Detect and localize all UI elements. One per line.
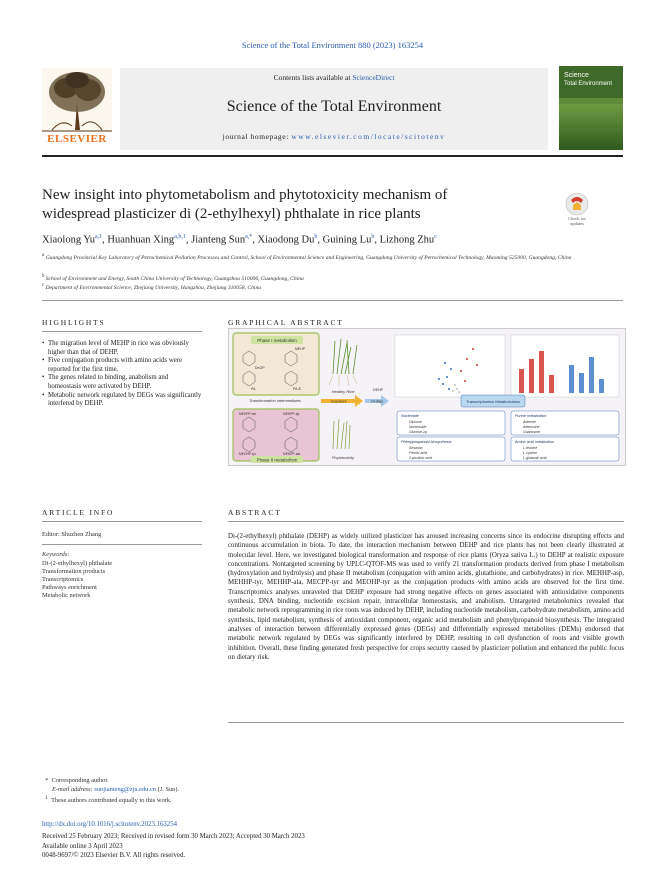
sciencedirect-link[interactable]: ScienceDirect [352, 73, 395, 82]
footnote-corresponding: * Corresponding author. [42, 777, 109, 784]
ga-c4-item: L-leucine [523, 446, 538, 450]
ga-c2-title: Purine metabolism [515, 414, 547, 418]
author-name[interactable]: Xiaodong Du [257, 234, 315, 246]
keyword: Transformation products [42, 568, 106, 575]
author-name[interactable]: Lizhong Zhu [379, 234, 435, 246]
affiliation-text: Guangdong Provincial Key Laboratory of Petrochemical Pollution Processes and Control, School of Environmental Science and Engineering, Guangdong University of Petrochemical Technology, Maoming 525000, Guangdong, China [45, 254, 572, 261]
graphical-abstract-figure[interactable] [228, 328, 626, 466]
affiliation-mark: a [42, 253, 45, 258]
ga-compound-mehp: MEHP [295, 347, 306, 351]
article-title [42, 186, 542, 224]
ga-compound-mehpp-ala: MEHPP-ala [283, 452, 301, 456]
journal-cover[interactable] [559, 66, 623, 150]
ga-c2-item: Guanosine [523, 430, 540, 434]
email-label: E-mail address: [52, 785, 95, 793]
ga-c3-item: 2-picolinic acid [409, 456, 432, 460]
graphical-abstract-heading: GRAPHICAL ABSTRACT [228, 318, 344, 327]
affiliation-text: School of Environment and Energy, South China University of Technology, Guangzhou 510006, Guangdong, China [45, 275, 304, 282]
author-name[interactable]: Xiaolong Yu [42, 234, 95, 246]
received-dates: Received 25 February 2023; Received in revised form 30 March 2023; Accepted 30 March 2023 [42, 833, 305, 840]
ga-c1-title: Nucleotide [401, 414, 419, 418]
cover-title-1: Science [564, 72, 589, 79]
contents-line [120, 73, 548, 82]
ga-dehp-label: DEHP [373, 388, 383, 392]
editor: Editor: Shuzhen Zhang [42, 531, 102, 538]
author-name[interactable]: Guining Lu [322, 234, 372, 246]
keywords-heading: Keywords: [42, 551, 70, 558]
keyword: Metabolic network [42, 592, 91, 599]
ga-compound-meohp-tyr: MEOHP-tyr [239, 452, 256, 456]
abstract-text: Di-(2-ethylhexyl) phthalate (DEHP) as widely utilized plasticizer has aroused increasing concerns since its endocrine disrupting effects and continuous accumulation in biota. To date, the interaction mechanism between DEHP and rice plants has not been clearly illustrated at molecular level. Here, we investigated biological transformation and response of rice plants (Oryza sativa L.) to DEHP at realistic exposure concentrations. Nontargeted screening by UPLC-QTOF-MS was used to verify 21 transformation products derived from phase I metabolism (hydroxylation and hydrolysis) and phase II metabolism (conjugation with amino acids, glutathione, and carbohydrates) in rice. MEHHP-asp, MEHHP-tyr, MEHHP-ala, MECPP-tyr and MEOHP-tyr as the conjugation products with amino acids are observed for the first time. Transcriptomics analyses unraveled that DEHP exposure had strong negative effects on genes associated with antioxidative components synthesis, DNA binding, nucleotide excision repair, intracellular homeostasis, and anabolism. Untargeted metabolomics revealed that metabolic network reprogramming in rice roots was induced by DEHP, including nucleotide metabolism, carbohydrate metabolism, amino acid synthesis, lipid metabolism, synthesis of antioxidant component, organic acid metabolism and phenylpropanoid biosynthesis. The integrated analyses of interaction between differentially expressed genes (DEGs) and differentially expressed metabolites (DEMs) endorsed that metabolic network regulated by DEGs was significantly interfered by DEHP, resulting in cell dysfunction of roots and visible growth inhibition. Overall, these finding generated fresh perspective for crops security caused by plasticizer pollution and enhanced the public focus on dietary risk. [228, 533, 624, 661]
author-affiliation-mark[interactable]: a,1 [94, 234, 103, 240]
ga-c4-item: L-cystine [523, 451, 538, 455]
email-link[interactable]: sunjianteng@zju.edu.cn [94, 785, 156, 793]
keyword-list [42, 560, 112, 600]
author-separator: , [374, 234, 380, 246]
article-info-rule [42, 521, 202, 522]
ga-c1-item: Glucose-1p [409, 430, 427, 434]
ga-phytotoxicity-label: Phytotoxicity [331, 455, 355, 460]
highlight-item: • The migration level of MEHP in rice was obviously higher than that of DEHP. [42, 340, 202, 357]
ga-compound-pa: PA [251, 387, 256, 391]
ga-exposure-label: Exposure [331, 399, 347, 404]
ga-days-label: 14 days [371, 399, 383, 404]
author-separator: , [317, 234, 323, 246]
badge-line-1: Check for [568, 216, 586, 221]
journal-homepage [120, 132, 548, 141]
highlights-heading: HIGHLIGHTS [42, 318, 106, 327]
badge-line-2: updates [570, 221, 584, 226]
abstract-end-rule [228, 722, 624, 723]
ga-compound-dnop: DnOP [255, 366, 265, 370]
highlights-list [42, 340, 202, 409]
copyright: 0048-9697/© 2023 Elsevier B.V. All rights reserved. [42, 852, 186, 859]
editor-rule [42, 544, 202, 545]
cover-title-2: Total Environment [564, 81, 613, 87]
ga-c3-item: Sesamin [409, 446, 423, 450]
journal-title: Science of the Total Environment [226, 98, 442, 115]
affiliation-rule [42, 300, 623, 301]
ga-c1-item: Glucose [409, 420, 422, 424]
author-affiliation-mark[interactable]: a,b,1 [174, 234, 186, 240]
publisher-name: ELSEVIER [47, 133, 107, 145]
author-list [42, 234, 602, 246]
contents-prefix: Contents lists available at [273, 73, 353, 82]
ga-transformation-label: Transformation intermediates [249, 398, 301, 403]
header-rule [42, 155, 623, 157]
check-for-updates-label [559, 216, 595, 226]
author-affiliation-mark[interactable]: b [371, 234, 375, 240]
homepage-prefix: journal homepage: [222, 132, 292, 141]
ga-compound-mehpp-ser: MEHPP-ser [239, 412, 257, 416]
affiliation-mark: c [42, 283, 45, 288]
ga-healthy-rice-label: Healthy Rice [331, 389, 355, 394]
abstract-rule [228, 521, 624, 522]
author-affiliation-mark[interactable]: a,* [245, 234, 253, 240]
footnote-equal: $^1$ These authors contributed equally to this work. [45, 795, 172, 805]
highlight-item: • Metabolic network regulated by DEGs was significantly interfered by DEHP. [42, 392, 202, 409]
author-affiliation-mark[interactable]: b [314, 234, 318, 240]
ga-phase2-label: Phase II metabolism [256, 457, 298, 463]
ga-c4-title: Amino acid metabolism [515, 440, 555, 444]
affiliation-text: Department of Environmental Science, Zhejiang University, Hangzhou, Zhejiang 310058, China [45, 284, 262, 291]
ga-c3-item: Ferulic acid [409, 451, 427, 455]
ga-compound-pae: PA-E [293, 387, 301, 391]
ga-c2-item: Adenine [523, 420, 536, 424]
ga-c1-item: Nucleoside [409, 425, 427, 429]
author-separator: , [252, 234, 258, 246]
doi-link[interactable]: http://dx.doi.org/10.1016/j.scitotenv.2023.163254 [42, 821, 177, 828]
affiliation-a [42, 252, 602, 262]
equal-text: These authors contributed equally to this work. [51, 797, 172, 805]
author-separator: , [102, 234, 108, 246]
title-line-2: widespread plasticizer di (2-ethylhexyl) phthalate in rice plants [42, 206, 421, 222]
affiliation-mark: b [42, 274, 45, 279]
author-name[interactable]: Huanhuan Xing [107, 234, 175, 246]
corresponding-text: Corresponding author. [51, 777, 109, 784]
author-affiliation-mark[interactable]: c [434, 234, 437, 240]
ga-compound-mehpp-tyr: MEHPP-tyr [283, 412, 300, 416]
keyword: Pathways enrichment [42, 584, 97, 591]
ga-c2-item: Adenosine [523, 425, 540, 429]
highlight-item: • The genes related to binding, anabolism and homeostasis were activated by DEHP. [42, 374, 202, 391]
author-name[interactable]: Jianteng Sun [191, 234, 246, 246]
author-separator: , [185, 234, 192, 246]
footnotes [42, 777, 179, 806]
check-for-updates-icon[interactable] [565, 192, 589, 218]
footnote-email [42, 786, 179, 795]
ga-phase1-label: Phase I metabolism [257, 338, 297, 343]
email-suffix: (J. Sun). [156, 785, 180, 793]
available-online: Available online 3 April 2023 [42, 842, 123, 850]
homepage-link[interactable]: www.elsevier.com/locate/scitotenv [291, 132, 446, 141]
ga-c3-title: Phenylpropanoid biosynthesis [401, 440, 452, 444]
abstract-heading: ABSTRACT [228, 508, 282, 517]
highlights-rule [42, 331, 202, 332]
publication-info [42, 832, 305, 861]
article-info-heading: ARTICLE INFO [42, 508, 115, 517]
journal-reference[interactable]: Science of the Total Environment 880 (2023) 163254 [241, 40, 424, 50]
title-line-1: New insight into phytometabolism and phytotoxicity mechanism of [42, 187, 448, 203]
ga-c4-item: L-glutamic acid [523, 456, 547, 460]
keyword: Transcriptomics [42, 576, 84, 583]
highlight-item: • Five conjugation products with amino acids were reported for the first time. [42, 357, 202, 374]
ga-omics-label: Transcriptomics Metabolomics [466, 399, 520, 404]
affiliation-c [42, 282, 602, 292]
keyword: Di-(2-ethylhexyl) phthalate [42, 560, 113, 567]
